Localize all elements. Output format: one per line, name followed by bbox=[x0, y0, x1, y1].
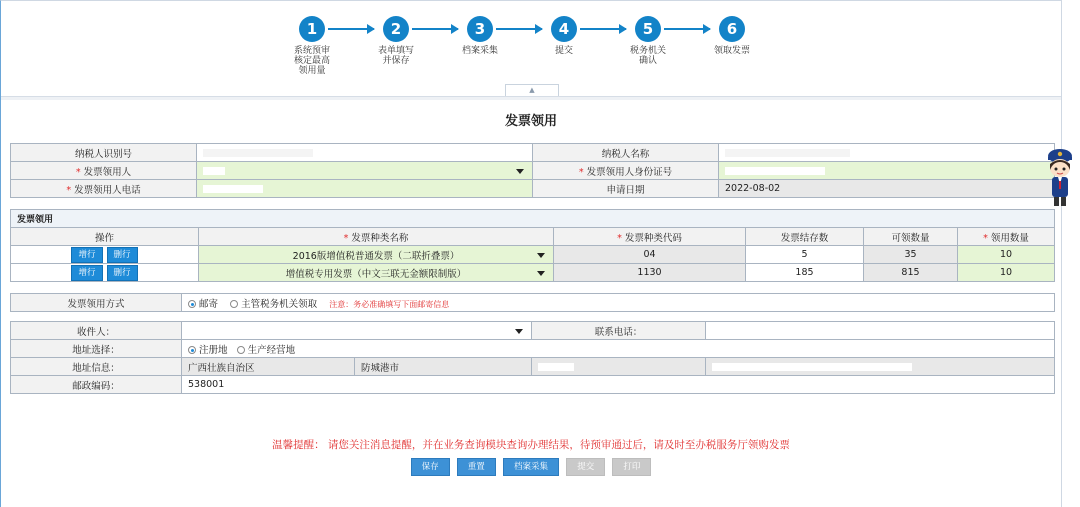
radio-registered[interactable] bbox=[188, 345, 228, 356]
col-header-qty bbox=[958, 228, 1055, 246]
receiver-phone-label-cell bbox=[11, 180, 197, 198]
radio-mail[interactable] bbox=[188, 299, 218, 310]
receiver-select[interactable] bbox=[197, 162, 533, 180]
row-actions bbox=[11, 264, 199, 282]
step-label: 系统预审 核定最高 领用量 bbox=[293, 46, 330, 76]
col-header-text: 发票种类名称 bbox=[351, 232, 409, 244]
district-value bbox=[532, 358, 706, 376]
receiver-phone-field[interactable] bbox=[197, 180, 533, 198]
taxpayer-name-value bbox=[719, 144, 1055, 162]
phone-label: 联系电话： bbox=[532, 322, 706, 340]
invoice-code: 1130 bbox=[554, 264, 746, 282]
delete-row-button[interactable]: 删行 bbox=[107, 247, 138, 263]
divider bbox=[1, 96, 1061, 100]
invoice-section-title: 发票领用 bbox=[11, 210, 1055, 228]
step-label: 领取发票 bbox=[713, 46, 750, 56]
radio-pickup[interactable] bbox=[230, 299, 317, 310]
add-row-button[interactable]: 增行 bbox=[71, 265, 102, 281]
invoice-type-select[interactable] bbox=[199, 246, 554, 264]
step-number: 5 bbox=[635, 16, 661, 42]
invoice-table bbox=[10, 209, 1055, 282]
chevron-down-icon bbox=[537, 271, 545, 276]
col-header-text: 发票种类代码 bbox=[624, 232, 682, 244]
postcode-value: 538001 bbox=[182, 376, 1055, 394]
radio-registered-label: 注册地 bbox=[199, 344, 228, 356]
apply-date-value: 2022-08-02 bbox=[719, 180, 1055, 198]
radio-checked-icon bbox=[188, 346, 196, 354]
invoice-stock: 185 bbox=[746, 264, 864, 282]
table-row bbox=[11, 246, 1055, 264]
address-info-label: 地址信息： bbox=[11, 358, 182, 376]
step-3 bbox=[450, 16, 510, 56]
invoice-available: 35 bbox=[864, 246, 958, 264]
required-mark: * bbox=[343, 232, 349, 244]
step-number: 1 bbox=[299, 16, 325, 42]
receiver-phone-label: 发票领用人电话 bbox=[74, 184, 141, 196]
taxpayer-id-value bbox=[197, 144, 533, 162]
invoice-type-value: 2016版增值税普通发票（二联折叠票） bbox=[292, 250, 460, 262]
invoice-available: 815 bbox=[864, 264, 958, 282]
radio-pickup-label: 主管税务机关领取 bbox=[241, 298, 318, 310]
submit-button[interactable]: 提交 bbox=[566, 458, 605, 476]
chevron-down-icon bbox=[516, 169, 524, 174]
recipient-select[interactable] bbox=[182, 322, 532, 340]
invoice-code: 04 bbox=[554, 246, 746, 264]
chevron-down-icon bbox=[515, 329, 523, 334]
receiver-label-cell bbox=[11, 162, 197, 180]
print-button[interactable]: 打印 bbox=[612, 458, 651, 476]
col-header-stock: 发票结存数 bbox=[746, 228, 864, 246]
step-label: 档案采集 bbox=[461, 46, 498, 56]
step-number: 2 bbox=[383, 16, 409, 42]
col-header-action: 操作 bbox=[11, 228, 199, 246]
warm-tip: 温馨提醒： 请您关注消息提醒，并在业务查询模块查询办理结果，待预审通过后，请及时至办税服务厅领购发票 bbox=[272, 439, 790, 451]
taxpayer-name-label: 纳税人名称 bbox=[533, 144, 719, 162]
invoice-type-value: 增值税专用发票（中文三联无金额限制版） bbox=[285, 268, 467, 280]
radio-business[interactable] bbox=[237, 345, 296, 356]
taxpayer-id-label: 纳税人识别号 bbox=[11, 144, 197, 162]
step-1 bbox=[282, 16, 342, 76]
collapse-toggle[interactable] bbox=[505, 84, 559, 96]
step-label: 提交 bbox=[554, 46, 573, 56]
taxpayer-table bbox=[10, 143, 1055, 198]
street-value bbox=[706, 358, 1055, 376]
radio-checked-icon bbox=[188, 300, 196, 308]
radio-mail-label: 邮寄 bbox=[199, 298, 219, 310]
required-mark: * bbox=[617, 232, 622, 244]
postcode-label: 邮政编码： bbox=[11, 376, 182, 394]
step-5 bbox=[618, 16, 678, 66]
chevron-up-icon: ▲ bbox=[529, 86, 535, 94]
method-options bbox=[182, 294, 1055, 312]
radio-unchecked-icon bbox=[230, 300, 238, 308]
mailing-table bbox=[10, 321, 1055, 394]
receiver-id-field[interactable] bbox=[719, 162, 1055, 180]
step-label: 税务机关 确认 bbox=[629, 46, 666, 66]
invoice-type-select[interactable] bbox=[199, 264, 554, 282]
chevron-down-icon bbox=[537, 253, 545, 258]
province-value: 广西壮族自治区 bbox=[182, 358, 355, 376]
method-table bbox=[10, 293, 1055, 312]
phone-field[interactable] bbox=[706, 322, 1055, 340]
action-bar bbox=[0, 458, 1062, 476]
col-header-type-code bbox=[554, 228, 746, 246]
method-note: 注意：务必准确填写下面邮寄信息 bbox=[329, 299, 450, 309]
invoice-qty-field[interactable]: 10 bbox=[958, 246, 1055, 264]
reset-button[interactable]: 重置 bbox=[457, 458, 496, 476]
step-6 bbox=[702, 16, 762, 56]
apply-date-label: 申请日期 bbox=[533, 180, 719, 198]
add-row-button[interactable]: 增行 bbox=[71, 247, 102, 263]
save-button[interactable]: 保存 bbox=[411, 458, 450, 476]
required-mark: * bbox=[75, 166, 81, 178]
col-header-text: 领用数量 bbox=[990, 232, 1029, 244]
address-choice-options bbox=[182, 340, 1055, 358]
step-label: 表单填写 并保存 bbox=[377, 46, 414, 66]
radio-business-label: 生产经营地 bbox=[247, 344, 296, 356]
recipient-label: 收件人： bbox=[11, 322, 182, 340]
radio-unchecked-icon bbox=[237, 346, 245, 354]
receiver-label: 发票领用人 bbox=[83, 166, 132, 178]
delete-row-button[interactable]: 删行 bbox=[107, 265, 138, 281]
row-actions bbox=[11, 246, 199, 264]
table-row bbox=[11, 264, 1055, 282]
page-title: 发票领用 bbox=[504, 114, 557, 129]
receiver-id-label-cell bbox=[533, 162, 719, 180]
step-2 bbox=[366, 16, 426, 66]
method-label: 发票领用方式 bbox=[11, 294, 182, 312]
invoice-qty-field[interactable]: 10 bbox=[958, 264, 1055, 282]
step-4 bbox=[534, 16, 594, 56]
required-mark: * bbox=[578, 166, 584, 178]
required-mark: * bbox=[983, 232, 988, 244]
invoice-stock: 5 bbox=[746, 246, 864, 264]
address-choice-label: 地址选择： bbox=[11, 340, 182, 358]
step-number: 3 bbox=[467, 16, 493, 42]
step-number: 4 bbox=[551, 16, 577, 42]
archive-button[interactable]: 档案采集 bbox=[503, 458, 559, 476]
receiver-id-label: 发票领用人身份证号 bbox=[586, 166, 673, 178]
col-header-type-name bbox=[199, 228, 554, 246]
col-header-available: 可领数量 bbox=[864, 228, 958, 246]
assistant-mascot-icon[interactable] bbox=[1045, 148, 1075, 210]
required-mark: * bbox=[66, 184, 72, 196]
step-number: 6 bbox=[719, 16, 745, 42]
city-value: 防城港市 bbox=[355, 358, 532, 376]
